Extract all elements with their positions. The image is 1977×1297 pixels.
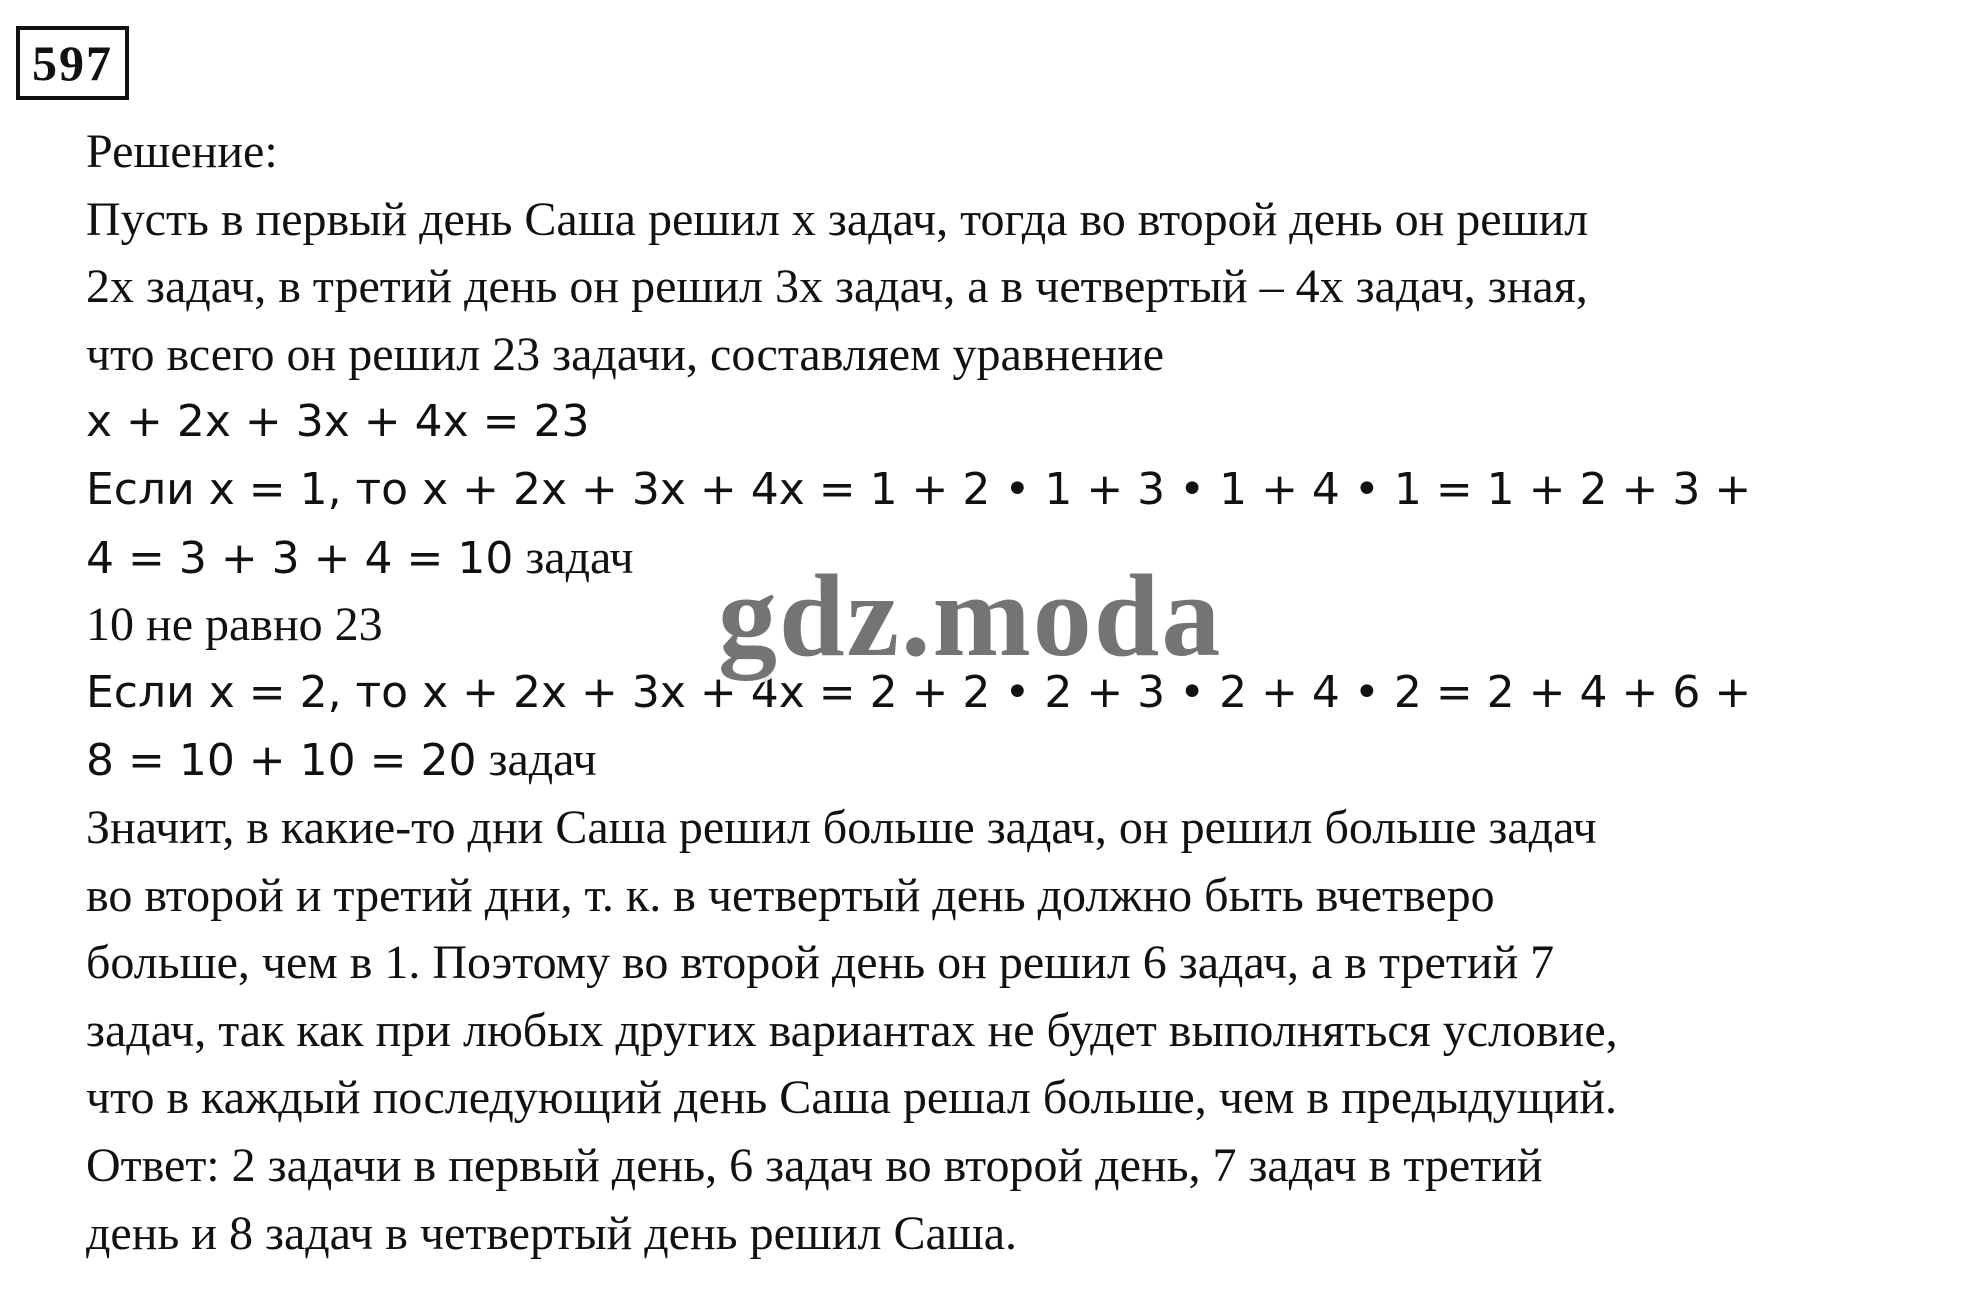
equation-line: x + 2x + 3x + 4x = 23 xyxy=(86,396,590,448)
watermark: gdz.moda xyxy=(718,550,1223,681)
intro-line: Пусть в первый день Саша решил х задач, тогда во второй день он решил xyxy=(86,192,1589,246)
reasoning-line: больше, чем в 1. Поэтому во второй день он решил 6 задач, а в третий 7 xyxy=(86,936,1555,990)
solution-text xyxy=(86,118,1966,1267)
case1-line: Если x = 1, то x + 2x + 3x + 4x = 1 + 2 • 1 + 3 • 1 + 4 • 1 = 1 + 2 + 3 + xyxy=(86,463,1752,515)
case2-result-formula: 8 = 10 + 10 = 20 xyxy=(86,735,477,787)
case2-result-unit: задач xyxy=(476,733,597,787)
case1-result-formula: 4 = 3 + 3 + 4 = 10 xyxy=(86,532,514,584)
reasoning-line: что в каждый последующий день Саша решал больше, чем в предыдущий. xyxy=(86,1071,1618,1125)
case1-result-line xyxy=(86,524,1966,592)
case1-conclusion: 10 не равно 23 xyxy=(86,598,383,652)
answer-line: день и 8 задач в четвертый день решил Саша. xyxy=(86,1206,1018,1260)
intro-line: что всего он решил 23 задачи, составляем уравнение xyxy=(86,327,1165,381)
case2-result-line xyxy=(86,726,1966,794)
answer-line: Ответ: 2 задачи в первый день, 6 задач во второй день, 7 задач в третий xyxy=(86,1138,1543,1192)
case2-line: Если x = 2, то x + 2x + 3x + 4x = 2 + 2 • 2 + 3 • 2 + 4 • 2 = 2 + 4 + 6 + xyxy=(86,666,1752,718)
task-number-box: 597 xyxy=(16,26,129,100)
reasoning-line: задач, так как при любых других вариантах не будет выполняться условие, xyxy=(86,1003,1618,1057)
solution-heading: Решение: xyxy=(86,125,278,178)
reasoning-line: во второй и третий дни, т. к. в четвертый день должно быть вчетверо xyxy=(86,868,1495,922)
intro-line: 2х задач, в третий день он решил 3х задач, а в четвертый – 4х задач, зная, xyxy=(86,260,1588,314)
case1-result-unit: задач xyxy=(513,530,634,584)
reasoning-line: Значит, в какие-то дни Саша решил больше задач, он решил больше задач xyxy=(86,800,1597,854)
